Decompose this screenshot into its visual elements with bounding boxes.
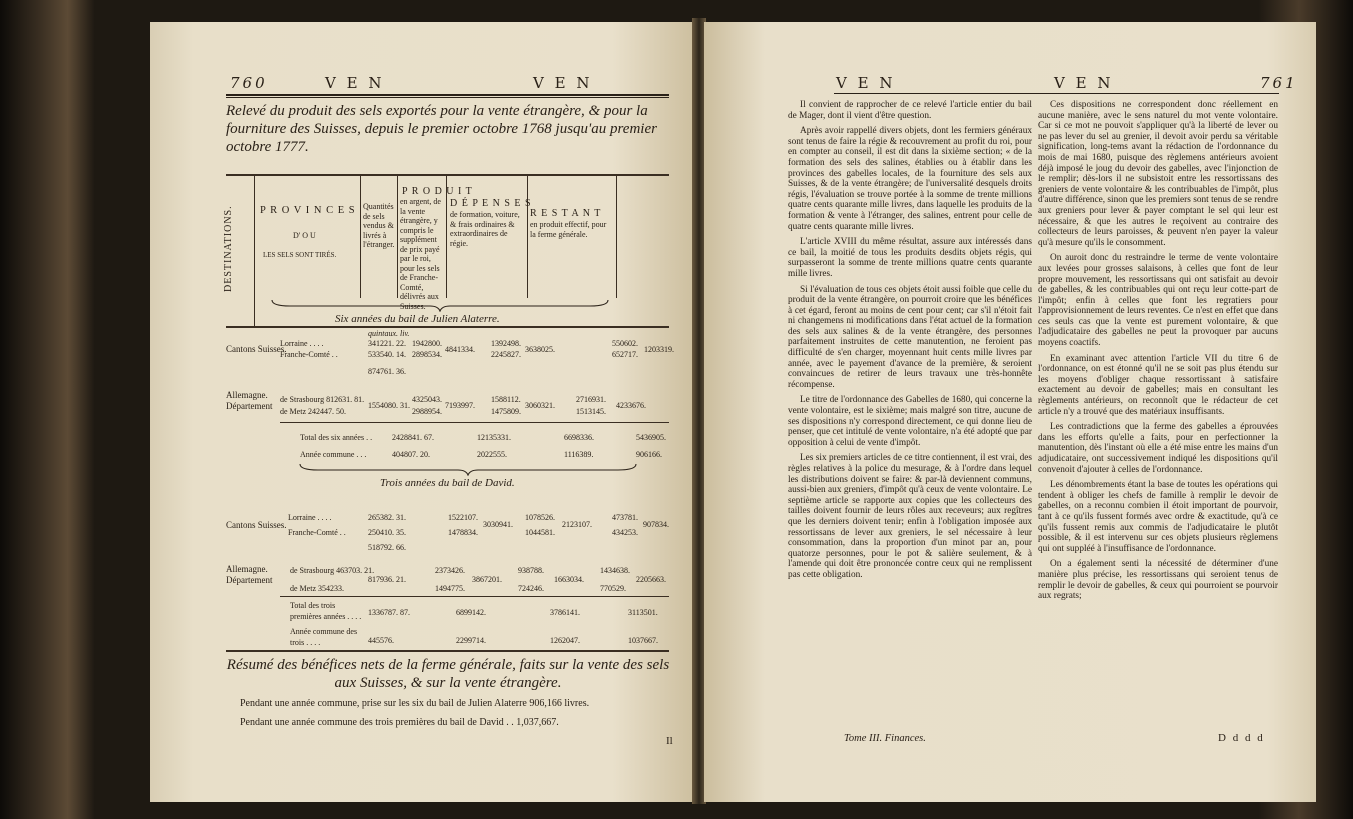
dest-allemagne-2: Allemagne. Département — [226, 564, 273, 585]
p-total: 3030941. — [483, 520, 513, 529]
p-total: 3867201. — [472, 575, 502, 584]
head-rule-thin — [226, 97, 669, 98]
p-total: 4841334. — [445, 345, 475, 354]
running-head-left: V E N — [836, 74, 896, 92]
total-q: 404807. 20. — [392, 450, 430, 459]
head-rule — [834, 93, 1279, 94]
produit-title: P R O D U I T — [402, 186, 473, 197]
q-cell: 1554080. 31. — [368, 401, 410, 410]
prov-row: Lorraine . . . . — [280, 339, 324, 348]
r-total: 4233676. — [616, 401, 646, 410]
page-number: 760 — [230, 74, 268, 92]
r-total: 2205663. — [636, 575, 666, 584]
prov-row: de Metz 354233. — [290, 584, 344, 593]
table-title: Relevé du produit des sels exportés pour la vente étrangère, & pour la fourniture des Suisses, depuis le premier octobre 1768 jusqu'au premier octobre 1777. — [226, 103, 657, 155]
resume-line: Pendant une année commune des trois premières du bail de David . . 1,037,667. — [240, 717, 559, 728]
r-cell: 652717. — [612, 350, 638, 359]
prov-row: de Strasbourg 463703. 21. — [290, 566, 375, 575]
total-label: Total des six années . . — [300, 433, 373, 442]
prov-row: de Metz 242447. 50. — [280, 407, 346, 416]
section1-caption: Six années du bail de Julien Alaterre. — [335, 313, 500, 325]
prov-row: de Strasbourg 812631. 81. — [280, 395, 365, 404]
r-cell: 2716931. — [576, 395, 606, 404]
total-label: Année commune . . . — [300, 450, 367, 459]
table-bottom-rule — [226, 650, 669, 652]
r-total: 907834. — [643, 520, 669, 529]
signature-mark: D d d d — [1218, 732, 1265, 744]
d-cell: 724246. — [518, 584, 544, 593]
r-cell: 550602. — [612, 339, 638, 348]
d-cell: 938788. — [518, 566, 544, 575]
total-p: 2299714. — [456, 636, 486, 645]
dest-allemagne-1: Allemagne. Département — [226, 390, 273, 411]
d-total: 1663034. — [554, 575, 584, 584]
dest-cantons-2: Cantons Suisses. — [226, 520, 287, 530]
p-cell: 2373426. — [435, 566, 465, 575]
resume-line: Pendant une année commune, prise sur les six du bail de Julien Alaterre 906,166 livres. — [240, 698, 590, 709]
d-cell: 1392498. — [491, 339, 521, 348]
d-total: 3638025. — [525, 345, 555, 354]
r-cell: 434253. — [612, 528, 638, 537]
dest-cantons-1: Cantons Suisses. — [226, 344, 287, 354]
total-label: Total des trois premières années . . . . — [290, 601, 362, 621]
section2-caption: Trois années du bail de David. — [380, 477, 515, 489]
paragraph: Après avoir rappellé divers objets, dont les fermiers généraux sont tenus de faire la régie & recouvrement au profit du roi, pour en compter au conseil, il est dit dans la sixième section; « de la formation des sels des salines, établies ou à établir dans les provinces des gabelles locales, de la fourniture des sels aux Suisses, & de la vente étrangère; de l'universalité desquels droits régis, l'évaluation se trouve portée à la somme de trente millions quatre cents quarante mille livres, dans laquelle les produits de la formation & vente à l'étranger, des salines, entrent pour celle de quatre cents quarante mille livres. — [788, 126, 1032, 232]
head-rule — [226, 94, 669, 96]
p-cell: 1494775. — [435, 584, 465, 593]
q-cell: 265382. 31. — [368, 513, 406, 522]
total-p: 12135331. — [477, 433, 511, 442]
total-q: 1336787. 87. — [368, 608, 410, 617]
q-cell: 817936. 21. — [368, 575, 406, 584]
p-cell: 2898534. — [412, 350, 442, 359]
total-d: 3786141. — [550, 608, 580, 617]
restant-title: R E S T A N T — [530, 208, 602, 219]
d-cell: 1588112. — [491, 395, 521, 404]
total-label: Année commune des trois . . . . — [290, 627, 358, 647]
total-r: 3113501. — [628, 608, 658, 617]
table-header-rule — [226, 326, 669, 328]
paragraph: Les dénombrements étant la base de toutes les opérations qui tendent à obliger les chefs de famille à remplir le devoir de gabelles, on a reconnu combien il étoit important de pourvoir, tant à ce qu'ils fussent formés avec ordre & exactitude, qu'à ce qu'ils fussent remis aux commis de l'adjudicataire le plutôt possible, & il est intervenu sur ces objets plusieurs règlemens qui ont suppléé à l'insuffisance de l'ordonnance. — [1038, 480, 1278, 554]
p-cell: 2988954. — [412, 407, 442, 416]
q-cell: 250410. 35. — [368, 528, 406, 537]
total-d: 1262047. — [550, 636, 580, 645]
table-top-rule — [226, 174, 669, 176]
paragraph: On a également senti la nécessité de déterminer d'une manière plus précise, les ressortissans qui seroient tenus de remplir le devoir de gabelles, & ceux qui pourroient se pourvoir aux regrats; — [1038, 559, 1278, 602]
depenses-header: de formation, voiture, & frais ordinaires & extraordinaires de régie. — [450, 210, 520, 248]
d-cell: 1078526. — [525, 513, 555, 522]
p-cell: 1478834. — [448, 528, 478, 537]
total-q: 2428841. 67. — [392, 433, 434, 442]
paragraph: L'article XVIII du même résultat, assure aux intéressés dans ce bail, la moitié de tous les produits desdits objets régis, qui surpasseront la somme de trente millions quatre cents quarante mille livres. — [788, 237, 1032, 279]
total-q: 445576. — [368, 636, 394, 645]
total-d: 1116389. — [564, 450, 594, 459]
depenses-title: D É P E N S E S — [450, 198, 532, 209]
section-brace-1 — [270, 298, 610, 312]
r-cell: 473781. — [612, 513, 638, 522]
running-head-left: V E N — [325, 74, 385, 92]
paragraph: Les six premiers articles de ce titre contiennent, il est vrai, des règles relatives à la police du mesurage, & à l'ordre dans lequel les distributions doivent se faire: & par-là deviennent communs, aussi-bien aux greniers, d'impôt qu'à ceux de vente volontaire. Le septième article se rapporte aux copies que les collecteurs des tailles doivent fournir de leurs rôles aux receveurs; aux regîtres que les derniers doivent tenir; enfin à l'obligation imposée aux ressortissans de lever aux greniers, le sel nécessaire à leur consommation, dans la proportion d'un minot par an, pour quatorze personnes, pour le pot & salière seulement, & à l'amende qui doit être prononcée contre ceux qui ne remplissent pas cette obligation. — [788, 453, 1032, 580]
p-cell: 1942800. — [412, 339, 442, 348]
running-head-right: V E N — [533, 74, 593, 92]
quantites-header: Quantités de sels vendus & livrés à l'étranger. — [363, 202, 395, 249]
resume-title: Résumé des bénéfices nets de la ferme générale, faits sur la vente des sels aux Suisses, & sur la vente étrangère. — [226, 657, 670, 691]
left-page — [150, 22, 694, 802]
q-cell: 518792. 66. — [368, 543, 406, 552]
text-column-2 — [1038, 100, 1278, 730]
total-r: 906166. — [636, 450, 662, 459]
paragraph: On auroit donc du restraindre le terme de vente volontaire aux levées pour grosses salaisons, à celles que font de leur propre mouvement, les ressortissans qui ont satisfait au devoir de gabelles, & les contribuables qui ont reçu leur cotte-part de l'impôt; enfin à celles que font les regratiers pour l'approvisionnement de leurs reventes. Ce n'est en effet que dans ces seuls cas que la vente est purement volontaire, & que l'adjudicataire des gabelles ne peut la provoquer par aucuns moyens coactifs. — [1038, 253, 1278, 349]
p-total: 7193997. — [445, 401, 475, 410]
r-cell: 770529. — [600, 584, 626, 593]
d-cell: 1475809. — [491, 407, 521, 416]
destinations-header: DESTINATIONS. — [223, 205, 234, 292]
paragraph: Ces dispositions ne correspondent donc réellement en aucune manière, avec le sens naturel du mot vente volontaire. Car si ce mot ne pouvoit s'appliquer qu'à la liberté de lever ou ne pas lever du sel au grenier, il devoit avoir perdu sa véritable signification, long-tems avant la rédaction de l'ordonnance du mois de mai 1680, puisque des règlemens antérieurs avoient déjà imposé le joug du devoir des gabelles, avec l'injonction de le remplir; dès-lors il ne subsistoit entre les ressortissans des greniers de vente volontaire & les contribuables de l'impôt, plus d'autre différence, sinon que les premiers sont tenus de se rendre aux greniers pour lever & payer comptant le sel qui leur est nécessaire, & que les autres le reçoivent au contraire des collecteurs de leurs paroisses, & peuvent n'en payer la valeur qu'à mesure qu'ils le consomment. — [1038, 100, 1278, 248]
paragraph: Le titre de l'ordonnance des Gabelles de 1680, qui concerne la vente volontaire, est le sixième; mais malgré son titre, aucune de ses dispositions n'y correspond directement, ce qui donne lieu de penser, que cet intitulé de vente volontaire, n'a été adopté que par opposition à celui de vente d'impôt. — [788, 395, 1032, 448]
paragraph: Il convient de rapprocher de ce relevé l'article entier du bail de Mager, dont il vient d'être question. — [788, 100, 1032, 121]
paragraph: Si l'évaluation de tous ces objets étoit aussi foible que celle du produit de la vente étrangère, on pourroit croire que les bénéfices à cet égard, feront au moins de cent pour cent; car s'il n'étoit fait ni changemens ni modifications dans l'état actuel de la formation des sels aux salines & de la vente étrangère, des personnes parfaitement instruites de cette manutention, ne feroient pas difficulté de s'en charger, moyennant huit cents mille livres par année, avec le payement d'avance de la première, & seroient convaincues de retirer de leurs travaux une très-honnête récompense. — [788, 284, 1032, 390]
text-column-1 — [788, 100, 1032, 730]
section-brace-2 — [298, 462, 638, 476]
total-p: 2022555. — [477, 450, 507, 459]
r-cell: 1434638. — [600, 566, 630, 575]
footer-volume: Tome III. Finances. — [844, 733, 926, 744]
prov-row: Franche-Comté . . — [288, 528, 346, 537]
r-total: 1203319. — [644, 345, 674, 354]
q-cell: 874761. 36. — [368, 367, 406, 376]
restant-header: en produit effectif, pour la ferme générale. — [530, 220, 607, 239]
page-number: 761 — [1260, 74, 1298, 92]
prov-row: Lorraine . . . . — [288, 513, 332, 522]
paragraph: En examinant avec attention l'article VII du titre 6 de l'ordonnance, on est étonné qu'il ne se soit pas plus étendu sur les moyens d'obliger chaque ressortissant à satisfaire exactement au devoir de gabelles; mais en consultant les règlements antérieurs, on reconnoît que le rédacteur de cet article n'y a trouvé que des matériaux insuffisants. — [1038, 353, 1278, 417]
total-d: 6698336. — [564, 433, 594, 442]
r-cell: 1513145. — [576, 407, 606, 416]
d-total: 2123107. — [562, 520, 592, 529]
dou-header: D' O U — [293, 231, 316, 240]
total-p: 6899142. — [456, 608, 486, 617]
q-cell: 533540. 14. — [368, 350, 406, 359]
paragraph: Les contradictions que la ferme des gabelles a éprouvées dans les efforts qu'elle a faits, pour en perfectionner la manutention, dès l'instant où elle a été mise entre les mains d'un adjudicataire, ont successivement indiqué les dispositions qu'il convenoit d'ajouter à celles de l'ordonnance. — [1038, 422, 1278, 475]
catchword: Il — [666, 735, 673, 747]
p-cell: 4325043. — [412, 395, 442, 404]
d-cell: 2245827. — [491, 350, 521, 359]
running-head-right: V E N — [1054, 74, 1114, 92]
unit-label: quintaux. liv. — [368, 329, 410, 338]
right-page — [704, 22, 1316, 802]
produit-header: en argent, de la vente étrangère, y compris le supplément de prix payé par le roi, pour les sels de Franche-Comté, délivrés aux Suisses. — [400, 197, 441, 311]
provinces-header: P R O V I N C E S — [260, 205, 356, 216]
sels-tires-header: LES SELS SONT TIRÉS. — [263, 251, 337, 259]
d-total: 3060321. — [525, 401, 555, 410]
q-cell: 341221. 22. — [368, 339, 406, 348]
p-cell: 1522107. — [448, 513, 478, 522]
total-r: 5436905. — [636, 433, 666, 442]
d-cell: 1044581. — [525, 528, 555, 537]
prov-row: Franche-Comté . . — [280, 350, 338, 359]
total-r: 1037667. — [628, 636, 658, 645]
